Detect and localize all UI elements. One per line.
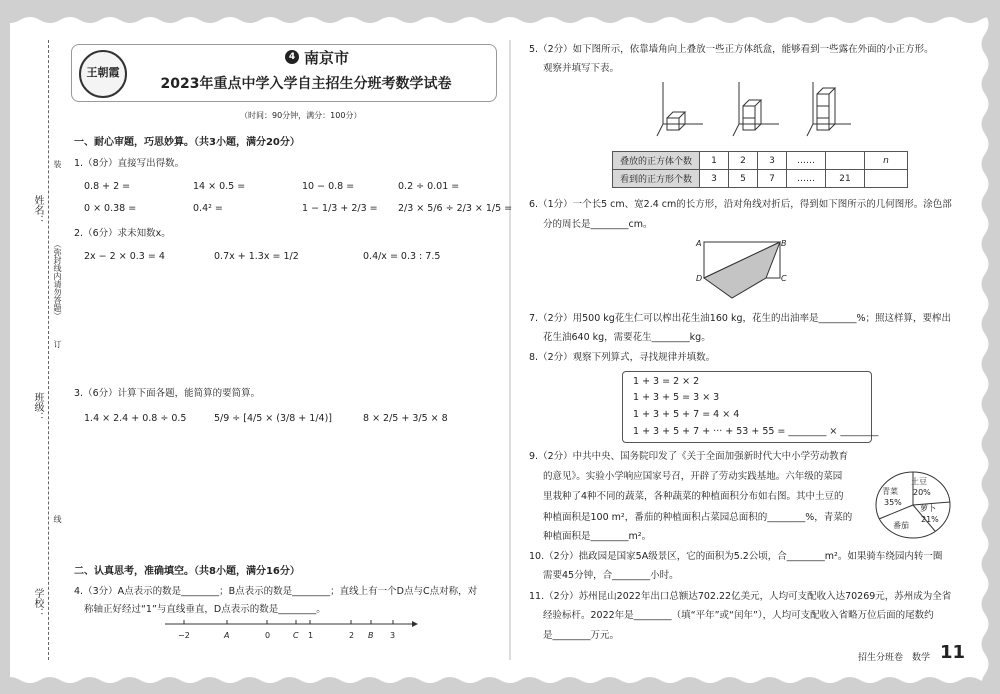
pattern-row: 1 + 3 + 5 + 7 = 4 × 4 [633, 409, 740, 420]
q3-label: 3.（6分）计算下面各题，能简算的要简算。 [74, 388, 261, 399]
table-cell: 7 [758, 170, 787, 188]
table-cell: n [865, 152, 908, 170]
q2-label: 2.（6分）求未知数x。 [74, 228, 171, 239]
seal-mark-1: 装 [53, 160, 62, 168]
city-title: 南京市 [304, 49, 350, 67]
table-cell: …… [787, 170, 826, 188]
q7-line: 7.（2分）用500 kg花生仁可以榨出花生油160 kg，花生的出油率是________%；照这样算，要榨出 [529, 313, 952, 324]
folded-rectangle-figure [702, 240, 782, 300]
seal-note: （弥封线内请勿答题） [53, 240, 62, 320]
exam-title: 2023年重点中学入学自主招生分班考数学试卷 [160, 76, 452, 92]
table-cell: 2 [729, 152, 758, 170]
table-cell: 5 [729, 170, 758, 188]
table-cell: 3 [758, 152, 787, 170]
table-cell: …… [787, 152, 826, 170]
q2-item: 0.4/x = 0.3 : 7.5 [363, 251, 441, 262]
seal-line [48, 40, 49, 660]
q10-line: 需要45分钟，合________小时。 [543, 570, 679, 581]
q8-line: 8.（2分）观察下列算式，寻找规律并填数。 [529, 352, 716, 363]
pie-label: 35% [884, 498, 902, 507]
publisher-logo [79, 50, 127, 98]
number-line-tick: A [224, 631, 230, 640]
pie-label: 土豆 [911, 477, 927, 486]
q5-line: 5.（2分）如下图所示，依靠墙角向上叠放一些正方体纸盒，能够看到一些露在外面的小正方形。 [529, 44, 934, 55]
table-cell: 3 [700, 170, 729, 188]
q7-line: 花生油640 kg，需要花生________kg。 [543, 332, 711, 343]
pie-label: 萝卜 [920, 504, 936, 513]
q10-line: 10.（2分）拙政园是国家5A级景区，它的面积为5.2公顷，合________m²。如果骑车绕园内转一圈 [529, 551, 943, 562]
q11-line: 经验标杆。2022年是________（填“平年”或“闰年”），人均可支配收入省略万位后面的尾数约 [543, 610, 934, 621]
pattern-row: 1 + 3 + 5 + 7 + ··· + 53 + 55 = ________ × ________ [633, 426, 879, 437]
footer-text: 招生分班卷 数学 [858, 653, 931, 663]
number-line-tick: −2 [178, 631, 190, 640]
number-line-tick: 2 [349, 631, 355, 640]
table-row [613, 170, 908, 188]
q6-line: 6.（1分）一个长5 cm、宽2.4 cm的长方形，沿对角线对折后，得到如下图所示的几何图形。涂色部 [529, 199, 952, 210]
table-row [613, 152, 908, 170]
cube-table [612, 151, 908, 188]
seal-mark-2: 订 [53, 340, 62, 348]
figure-label: A [696, 239, 702, 248]
class-label: 班级： [32, 392, 43, 422]
q2-item: 0.7x + 1.3x = 1/2 [214, 251, 299, 262]
pie-label: 番茄 [893, 521, 909, 530]
q2-item: 2x − 2 × 0.3 = 4 [84, 251, 165, 262]
q11-line: 11.（2分）苏州昆山2022年出口总额达702.22亿美元，人均可支配收入达70269元，苏州成为全省 [529, 591, 952, 602]
number-line-tick: 0 [265, 631, 271, 640]
number-line-tick: C [293, 631, 299, 640]
q1-item: 0.8 + 2 = [84, 181, 131, 192]
table-cell [826, 152, 865, 170]
q5-line: 观察并填写下表。 [543, 63, 620, 74]
number-line-tick: B [368, 631, 374, 640]
q11-line: 是________万元。 [543, 630, 620, 641]
pattern-row: 1 + 3 = 2 × 2 [633, 376, 700, 387]
q6-line: 分的周长是________cm。 [543, 219, 653, 230]
q1-item: 14 × 0.5 = [193, 181, 246, 192]
q3-item: 8 × 2/5 + 3/5 × 8 [363, 413, 448, 424]
number-line-tick: 1 [308, 631, 314, 640]
figure-label: D [696, 274, 703, 283]
number-line [160, 618, 420, 642]
number-line-tick: 3 [390, 631, 396, 640]
figure-label: C [781, 274, 787, 283]
q9-line: 种植面积是________m²。 [543, 531, 652, 542]
section2-heading: 二、认真思考，准确填空。（共8小题，满分16分） [74, 566, 300, 577]
q1-item: 0.2 ÷ 0.01 = [398, 181, 460, 192]
q9-line: 9.（2分）中共中央、国务院印发了《关于全面加强新时代大中小学劳动教育 [529, 451, 849, 462]
q4-line: 4.（3分）A点表示的数是________；B点表示的数是________；直线上有一个D点与C点对称，对 [74, 586, 478, 597]
logo-text: 王朝霞 [86, 66, 120, 79]
table-cell [865, 170, 908, 188]
table-cell: 看到的正方形个数 [613, 170, 700, 188]
section1-heading: 一、耐心审题，巧思妙算。（共3小题，满分20分） [74, 137, 300, 148]
pie-label: 21% [921, 515, 939, 524]
table-cell: 1 [700, 152, 729, 170]
q1-item: 10 − 0.8 = [302, 181, 355, 192]
school-label: 学校： [32, 588, 43, 618]
table-cell: 21 [826, 170, 865, 188]
paper-number-badge: 4 [285, 50, 299, 64]
q9-line: 的意见》。实验小学响应国家号召，开辟了劳动实践基地。六年级的菜园 [543, 471, 843, 482]
q1-item: 0.4² = [193, 203, 223, 214]
q1-item: 0 × 0.38 = [84, 203, 137, 214]
q1-item: 2/3 × 5/6 ÷ 2/3 × 1/5 = [398, 203, 513, 214]
table-cell: 叠放的正方体个数 [613, 152, 700, 170]
seal-mark-3: 线 [53, 515, 62, 523]
q9-line: 种植面积是100 m²，番茄的种植面积占菜园总面积的________%，青菜的 [543, 512, 853, 523]
q1-item: 1 − 1/3 + 2/3 = [302, 203, 378, 214]
exam-info: （时间：90分钟，满分：100分） [240, 111, 362, 120]
pie-label: 20% [913, 488, 931, 497]
q9-line: 里栽种了4种不同的蔬菜，各种蔬菜的种植面积分布如右图。其中土豆的 [543, 491, 844, 502]
stacked-cubes-figure [655, 80, 855, 144]
q4-line: 称轴正好经过“1”与直线垂直，D点表示的数是________。 [84, 604, 326, 615]
pie-label: 青菜 [882, 487, 898, 496]
q3-item: 5/9 ÷ [4/5 × (3/8 + 1/4)] [214, 413, 332, 424]
q3-item: 1.4 × 2.4 + 0.8 ÷ 0.5 [84, 413, 187, 424]
page-number: 11 [940, 642, 966, 663]
pattern-row: 1 + 3 + 5 = 3 × 3 [633, 392, 720, 403]
name-label: 姓名： [32, 195, 43, 225]
figure-label: B [781, 239, 787, 248]
q1-label: 1.（8分）直接写出得数。 [74, 158, 185, 169]
